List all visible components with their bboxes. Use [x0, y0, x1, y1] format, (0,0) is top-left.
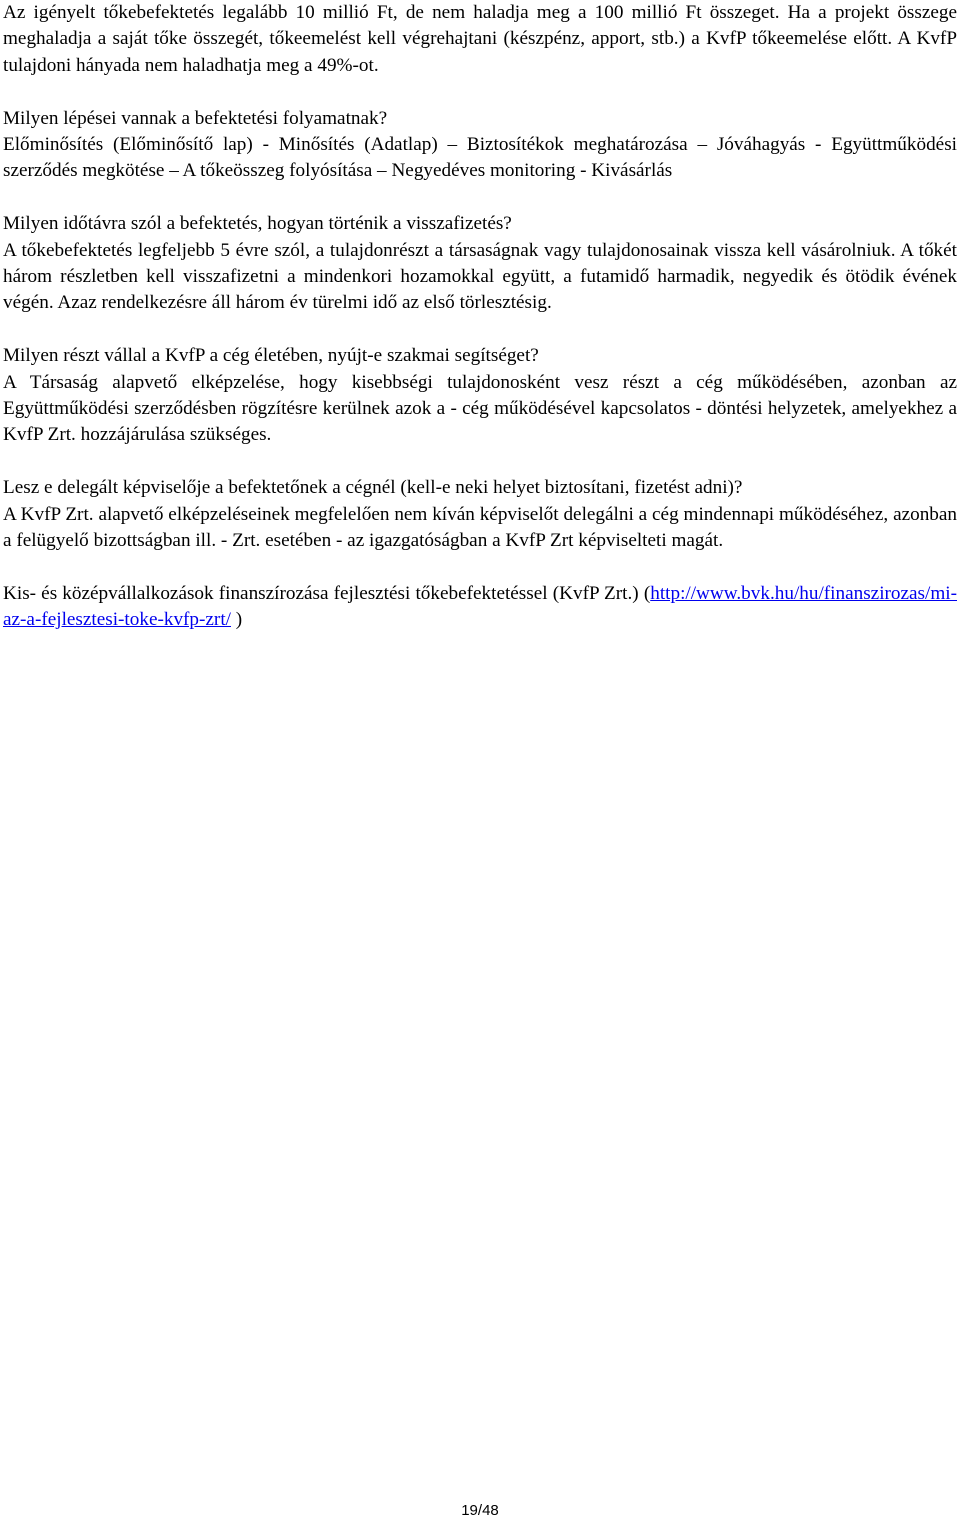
question-steps: Milyen lépései vannak a befektetési folyamatnak? [3, 107, 388, 129]
source-open-paren: ( [643, 582, 651, 604]
spacer [3, 554, 957, 580]
source-paragraph [3, 581, 957, 634]
document-page [3, 0, 957, 634]
question-repayment: Milyen időtávra szól a befektetés, hogyan történik a visszafizetés? [3, 213, 512, 235]
intro-paragraph: Az igényelt tőkebefektetés legalább 10 millió Ft, de nem haladja meg a 100 millió Ft összeget. Ha a projekt összege meghaladja a saját tőke összegét, tőkeemelést kell végrehajtani (készpénz, apport, stb.) a KvfP tőkeemelése előtt. A KvfP tulajdoni hányada nem haladhatja meg a 49%-ot. [3, 2, 957, 76]
page-number: 19/48 [461, 1502, 499, 1519]
spacer [3, 449, 957, 475]
faq-role [3, 343, 957, 449]
source-title: Kis- és középvállalkozások finanszírozása fejlesztési tőkebefektetéssel (KvfP Zrt.) [3, 582, 639, 604]
source-link[interactable]: http://www.bvk.hu/hu/finanszirozas/mi-az-a-fejlesztesi-toke-kvfp-zrt/ [3, 582, 957, 631]
spacer [3, 185, 957, 211]
source-section [3, 581, 957, 634]
faq-repayment [3, 211, 957, 317]
spacer [3, 317, 957, 343]
question-representative: Lesz e delegált képviselője a befektetőnek a cégnél (kell-e neki helyet biztosítani, fizetést adni)? [3, 477, 743, 499]
faq-steps [3, 106, 957, 185]
answer-repayment: A tőkebefektetés legfeljebb 5 évre szól, a tulajdonrészt a társaságnak vagy tulajdonosainak vissza kell vásárolniuk. A tőkét három részletben kell visszafizetni a mindenkori hozamokkal együtt, a futamidő harmadik, negyedik és ötödik évének végén. Azaz rendelkezésre áll három év türelmi idő az első törlesztésig. [3, 239, 957, 314]
intro-section [3, 0, 957, 79]
answer-role: A Társaság alapvető elképzelése, hogy kisebbségi tulajdonosként vesz részt a cég működésében, azonban az Együttműködési szerződésben rögzítésre kerülnek azok a - cég működésével kapcsolatos - döntési helyzetek, amelyekhez a KvfP Zrt. hozzájárulása szükséges. [3, 371, 957, 446]
spacer [3, 79, 957, 105]
faq-representative [3, 475, 957, 554]
question-role: Milyen részt vállal a KvfP a cég életében, nyújt-e szakmai segítséget? [3, 345, 539, 367]
answer-steps: Előminősítés (Előminősítő lap) - Minősítés (Adatlap) – Biztosítékok meghatározása – Jóváhagyás - Együttműködési szerződés megkötése – A tőkeösszeg folyósítása – Negyedéves monitoring - Kivásárlás [3, 134, 957, 182]
source-close-paren: ) [230, 609, 243, 631]
answer-representative: A KvfP Zrt. alapvető elképzeléseinek megfelelően nem kíván képviselőt delegálni a cég mindennapi működéséhez, azonban a felügyelő bizottságban ill. - Zrt. esetében - az igazgatóságban a KvfP Zrt képviselteti magát. [3, 503, 957, 552]
